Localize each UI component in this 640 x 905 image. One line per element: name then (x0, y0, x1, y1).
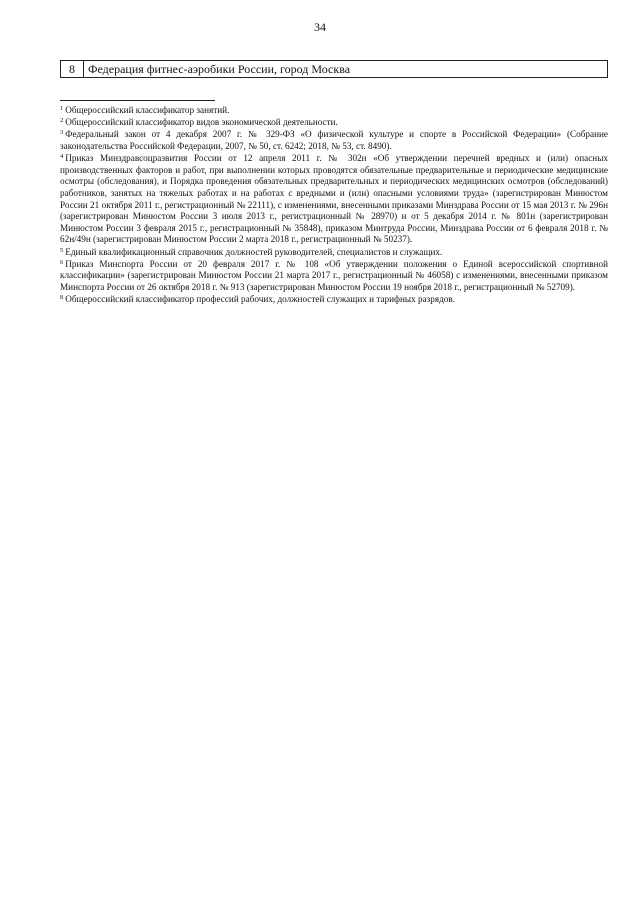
page-number: 34 (314, 20, 326, 34)
footnote-text: Общероссийский классификатор видов экономической деятельности. (65, 117, 338, 128)
footnote-text: Приказ Минздравсоцразвития России от 12 апреля 2011 г. № 302н «Об утверждении перечней вредных и (или) опасных производственных факторов и работ, при выполнении которых проводятся обязательные предварительные и периодические медицинские осмотры (обследования), и Порядка проведения обязательных предварительных и периодических медицинских осмотров (обследований) работников, занятых на тяжелых работах и на работах с вредными и (или) опасными условиями труда» (зарегистрирован Минюстом России 21 октября 2011 г., регистрационный № 22111), с изменениями, внесенными приказами Минздрава России от 15 мая 2013 г. № 296н (зарегистрирован Минюстом России 3 июля 2013 г., регистрационный № 28970) и от 5 декабря 2014 г. № 801н (зарегистрирован Минюстом России 3 февраля 2015 г., регистрационный № 35848), приказом Минтруда России, Минздрава России от 6 февраля 2018 г. № 62н/49н (зарегистрирован Минюстом России 2 марта 2018 г., регистрационный № 50237). (60, 153, 608, 245)
footnote-mark: 5 (60, 246, 64, 254)
footnote-2 (60, 117, 608, 129)
footnote-4 (60, 153, 608, 246)
footnote-6 (60, 259, 608, 294)
footnote-mark: 4 (60, 153, 64, 161)
footnote-text: Приказ Минспорта России от 20 февраля 2017 г. № 108 «Об утверждении положения о Единой всероссийской спортивной классификации» (зарегистрирован Минюстом России 21 марта 2017 г., регистрационный № 46058) с изменениями, внесенными приказом Минспорта России от 26 октября 2018 г. № 913 (зарегистрирован Минюстом России 19 ноября 2018 г., регистрационный № 52709). (60, 258, 608, 292)
footnote-text: Общероссийский классификатор занятий. (65, 105, 230, 115)
row-number: 8 (61, 61, 84, 78)
footnote-mark: 1 (60, 105, 64, 112)
footnote-mark: 8 (60, 294, 64, 302)
footnote-text: Единый квалификационный справочник должностей руководителей, специалистов и служащих. (65, 246, 443, 257)
footnote-1 (60, 105, 608, 117)
footnote-mark: 3 (60, 129, 64, 137)
footnote-mark: 6 (60, 258, 64, 266)
table-row (61, 61, 608, 78)
footnote-3 (60, 129, 608, 152)
footnote-5 (60, 247, 608, 259)
footnotes (60, 105, 608, 306)
organization-name: Федерация фитнес-аэробики России, город Москва (84, 61, 608, 78)
organization-table (60, 60, 608, 78)
footnote-8 (60, 294, 608, 306)
footnote-mark: 2 (60, 117, 64, 125)
footnote-text: Общероссийский классификатор профессий рабочих, должностей служащих и тарифных разрядов. (65, 294, 456, 305)
footnote-separator (60, 100, 215, 101)
footnote-text: Федеральный закон от 4 декабря 2007 г. № 329-ФЗ «О физической культуре и спорте в Российской Федерации» (Собрание законодательства Российской Федерации, 2007, № 50, ст. 6242; 2018, № 53, ст. 8490). (60, 129, 608, 151)
